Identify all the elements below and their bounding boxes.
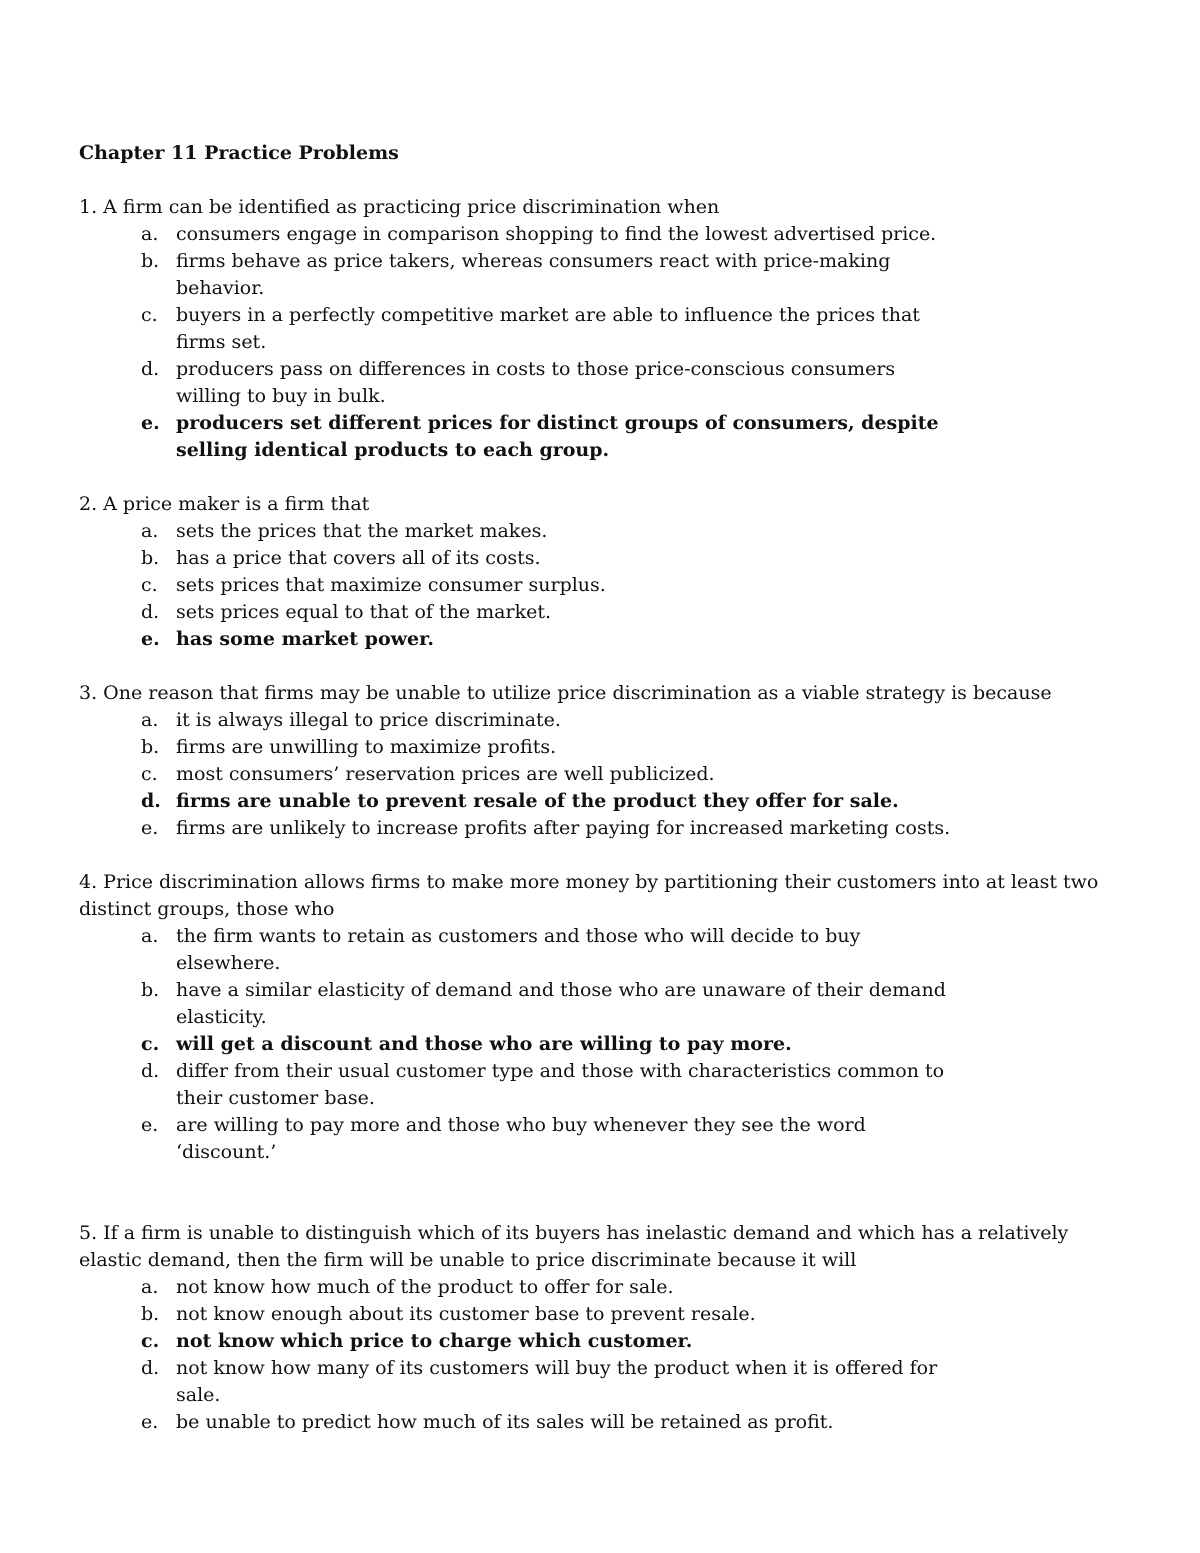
option-letter: a. <box>141 520 159 542</box>
question-4 <box>79 869 1119 1166</box>
option-item <box>79 518 1119 545</box>
option-item <box>79 1031 1119 1058</box>
option-letter: e. <box>141 817 159 839</box>
option-text: consumers engage in comparison shopping to find the lowest advertised price. <box>176 223 937 245</box>
option-letter: c. <box>141 763 158 785</box>
option-letter: c. <box>141 574 158 596</box>
option-text: differ from their usual customer type and those with characteristics common to their customer base. <box>176 1060 945 1109</box>
option-text: firms are unwilling to maximize profits. <box>176 736 557 758</box>
option-letter: e. <box>141 628 160 650</box>
option-letter: b. <box>141 547 160 569</box>
option-item <box>79 815 1119 842</box>
option-letter: d. <box>141 358 160 380</box>
option-letter: b. <box>141 250 160 272</box>
option-text: will get a discount and those who are willing to pay more. <box>176 1033 792 1055</box>
option-letter: d. <box>141 790 161 812</box>
option-item <box>79 1058 1119 1112</box>
question-stem: 3. One reason that firms may be unable to utilize price discrimination as a viable strategy is because <box>79 682 1052 704</box>
option-text: buyers in a perfectly competitive market are able to influence the prices that firms set. <box>176 304 920 353</box>
option-letter: c. <box>141 1033 160 1055</box>
option-text: firms are unlikely to increase profits after paying for increased marketing costs. <box>176 817 951 839</box>
option-letter: d. <box>141 601 160 623</box>
option-item <box>79 761 1119 788</box>
option-letter: b. <box>141 1303 160 1325</box>
option-item <box>79 410 1119 464</box>
option-letter: a. <box>141 1276 159 1298</box>
option-item <box>79 1328 1119 1355</box>
option-letter: a. <box>141 925 159 947</box>
option-text: not know which price to charge which customer. <box>176 1330 693 1352</box>
option-item <box>79 1112 1119 1166</box>
option-item <box>79 572 1119 599</box>
option-letter: c. <box>141 304 158 326</box>
option-text: the firm wants to retain as customers and those who will decide to buy elsewhere. <box>176 925 861 974</box>
question-stem: 5. If a firm is unable to distinguish which of its buyers has inelastic demand and which has a relatively elastic demand, then the firm will be unable to price discriminate because it will <box>79 1222 1069 1271</box>
option-letter: b. <box>141 736 160 758</box>
option-item <box>79 788 1119 815</box>
question-stem: 4. Price discrimination allows firms to make more money by partitioning their customers into at least two distinct groups, those who <box>79 871 1099 920</box>
option-item <box>79 707 1119 734</box>
option-list <box>79 518 1119 653</box>
option-item <box>79 221 1119 248</box>
option-item <box>79 1355 1119 1409</box>
option-item <box>79 923 1119 977</box>
option-text: be unable to predict how much of its sales will be retained as profit. <box>176 1411 834 1433</box>
option-list <box>79 1274 1119 1436</box>
option-letter: e. <box>141 1411 159 1433</box>
option-item <box>79 734 1119 761</box>
document-page <box>79 140 1119 1463</box>
option-text: not know how many of its customers will buy the product when it is offered for sale. <box>176 1357 938 1406</box>
option-text: not know how much of the product to offer for sale. <box>176 1276 674 1298</box>
option-item <box>79 1409 1119 1436</box>
option-list <box>79 707 1119 842</box>
option-text: most consumers’ reservation prices are well publicized. <box>176 763 715 785</box>
option-letter: c. <box>141 1330 160 1352</box>
question-5 <box>79 1220 1119 1436</box>
option-text: producers set different prices for distinct groups of consumers, despite selling identical products to each group. <box>176 412 939 461</box>
option-letter: a. <box>141 709 159 731</box>
option-text: producers pass on differences in costs to those price-conscious consumers willing to buy in bulk. <box>176 358 896 407</box>
question-2 <box>79 491 1119 653</box>
option-text: sets prices that maximize consumer surplus. <box>176 574 606 596</box>
option-text: are willing to pay more and those who buy whenever they see the word ‘discount.’ <box>176 1114 866 1163</box>
question-3 <box>79 680 1119 842</box>
option-text: sets prices equal to that of the market. <box>176 601 552 623</box>
option-item <box>79 356 1119 410</box>
option-item <box>79 977 1119 1031</box>
option-text: has a price that covers all of its costs. <box>176 547 541 569</box>
option-item <box>79 248 1119 302</box>
option-text: has some market power. <box>176 628 434 650</box>
option-item <box>79 1301 1119 1328</box>
option-letter: b. <box>141 979 160 1001</box>
option-item <box>79 302 1119 356</box>
option-text: firms are unable to prevent resale of the product they offer for sale. <box>176 790 899 812</box>
question-stem: 2. A price maker is a firm that <box>79 493 370 515</box>
question-stem: 1. A firm can be identified as practicing price discrimination when <box>79 196 720 218</box>
spacer <box>79 1193 1119 1220</box>
option-text: not know enough about its customer base to prevent resale. <box>176 1303 756 1325</box>
option-letter: a. <box>141 223 159 245</box>
option-letter: e. <box>141 412 160 434</box>
option-text: have a similar elasticity of demand and those who are unaware of their demand elasticity. <box>176 979 946 1028</box>
question-1 <box>79 194 1119 464</box>
option-letter: d. <box>141 1357 160 1379</box>
option-letter: d. <box>141 1060 160 1082</box>
option-item <box>79 545 1119 572</box>
option-item <box>79 1274 1119 1301</box>
option-text: it is always illegal to price discriminate. <box>176 709 561 731</box>
option-item <box>79 626 1119 653</box>
option-item <box>79 599 1119 626</box>
option-list <box>79 221 1119 464</box>
option-list <box>79 923 1119 1166</box>
option-text: firms behave as price takers, whereas consumers react with price-making behavior. <box>176 250 891 299</box>
option-letter: e. <box>141 1114 159 1136</box>
option-text: sets the prices that the market makes. <box>176 520 548 542</box>
page-title: Chapter 11 Practice Problems <box>79 142 399 164</box>
